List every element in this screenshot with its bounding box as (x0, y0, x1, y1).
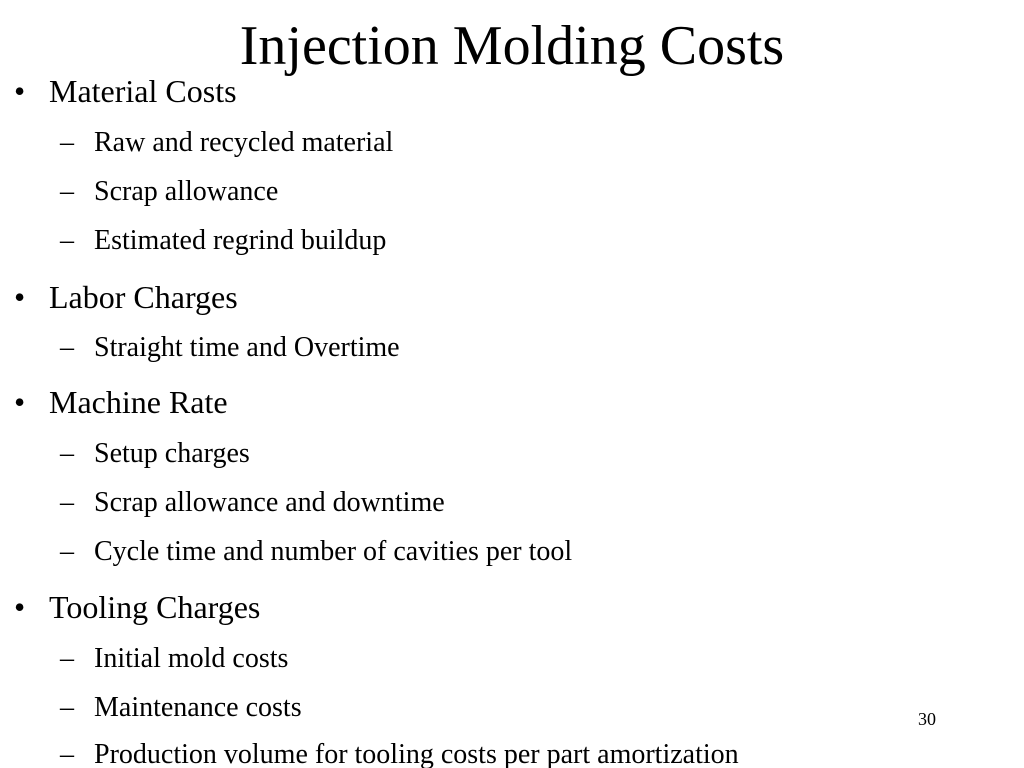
sub-bullet-marker: – (60, 536, 74, 567)
bullet-label: Labor Charges (49, 279, 238, 315)
sub-bullet-label: Scrap allowance and downtime (94, 487, 445, 518)
sub-bullet-item (60, 738, 739, 768)
bullet-label: Material Costs (49, 73, 237, 109)
sub-bullet-label: Initial mold costs (94, 643, 289, 674)
bullet-label: Machine Rate (49, 384, 228, 420)
slide-title: Injection Molding Costs (239, 15, 785, 77)
sub-bullet-label: Straight time and Overtime (94, 332, 400, 363)
sub-bullet-label: Scrap allowance (94, 176, 279, 207)
sub-bullet-item (60, 331, 400, 365)
sub-bullet-marker: – (60, 127, 74, 158)
bullet-marker: • (14, 589, 26, 625)
sub-bullet-item (60, 691, 302, 725)
sub-bullet-label: Production volume for tooling costs per part amortization (94, 739, 739, 768)
sub-bullet-label: Cycle time and number of cavities per tool (94, 536, 573, 567)
bullet-item (14, 72, 237, 110)
sub-bullet-marker: – (60, 739, 74, 768)
sub-bullet-marker: – (60, 487, 74, 518)
sub-bullet-marker: – (60, 332, 74, 363)
sub-bullet-marker: – (60, 176, 74, 207)
sub-bullet-label: Setup charges (94, 438, 250, 469)
sub-bullet-marker: – (60, 643, 74, 674)
bullet-label: Tooling Charges (49, 589, 261, 625)
sub-bullet-item (60, 126, 393, 160)
sub-bullet-marker: – (60, 692, 74, 723)
sub-bullet-label: Raw and recycled material (94, 127, 394, 158)
sub-bullet-label: Maintenance costs (94, 692, 302, 723)
sub-bullet-marker: – (60, 225, 74, 256)
bullet-marker: • (14, 279, 26, 315)
sub-bullet-item (60, 642, 288, 676)
sub-bullet-marker: – (60, 438, 74, 469)
bullet-item (14, 588, 260, 626)
sub-bullet-item (60, 175, 278, 209)
sub-bullet-item (60, 486, 445, 520)
page-number: 30 (918, 709, 936, 729)
bullet-item (14, 278, 238, 316)
bullet-marker: • (14, 73, 26, 109)
sub-bullet-label: Estimated regrind buildup (94, 225, 387, 256)
bullet-item (14, 383, 228, 421)
sub-bullet-item (60, 535, 572, 569)
sub-bullet-item (60, 437, 250, 471)
bullet-marker: • (14, 384, 26, 420)
sub-bullet-item (60, 224, 386, 258)
